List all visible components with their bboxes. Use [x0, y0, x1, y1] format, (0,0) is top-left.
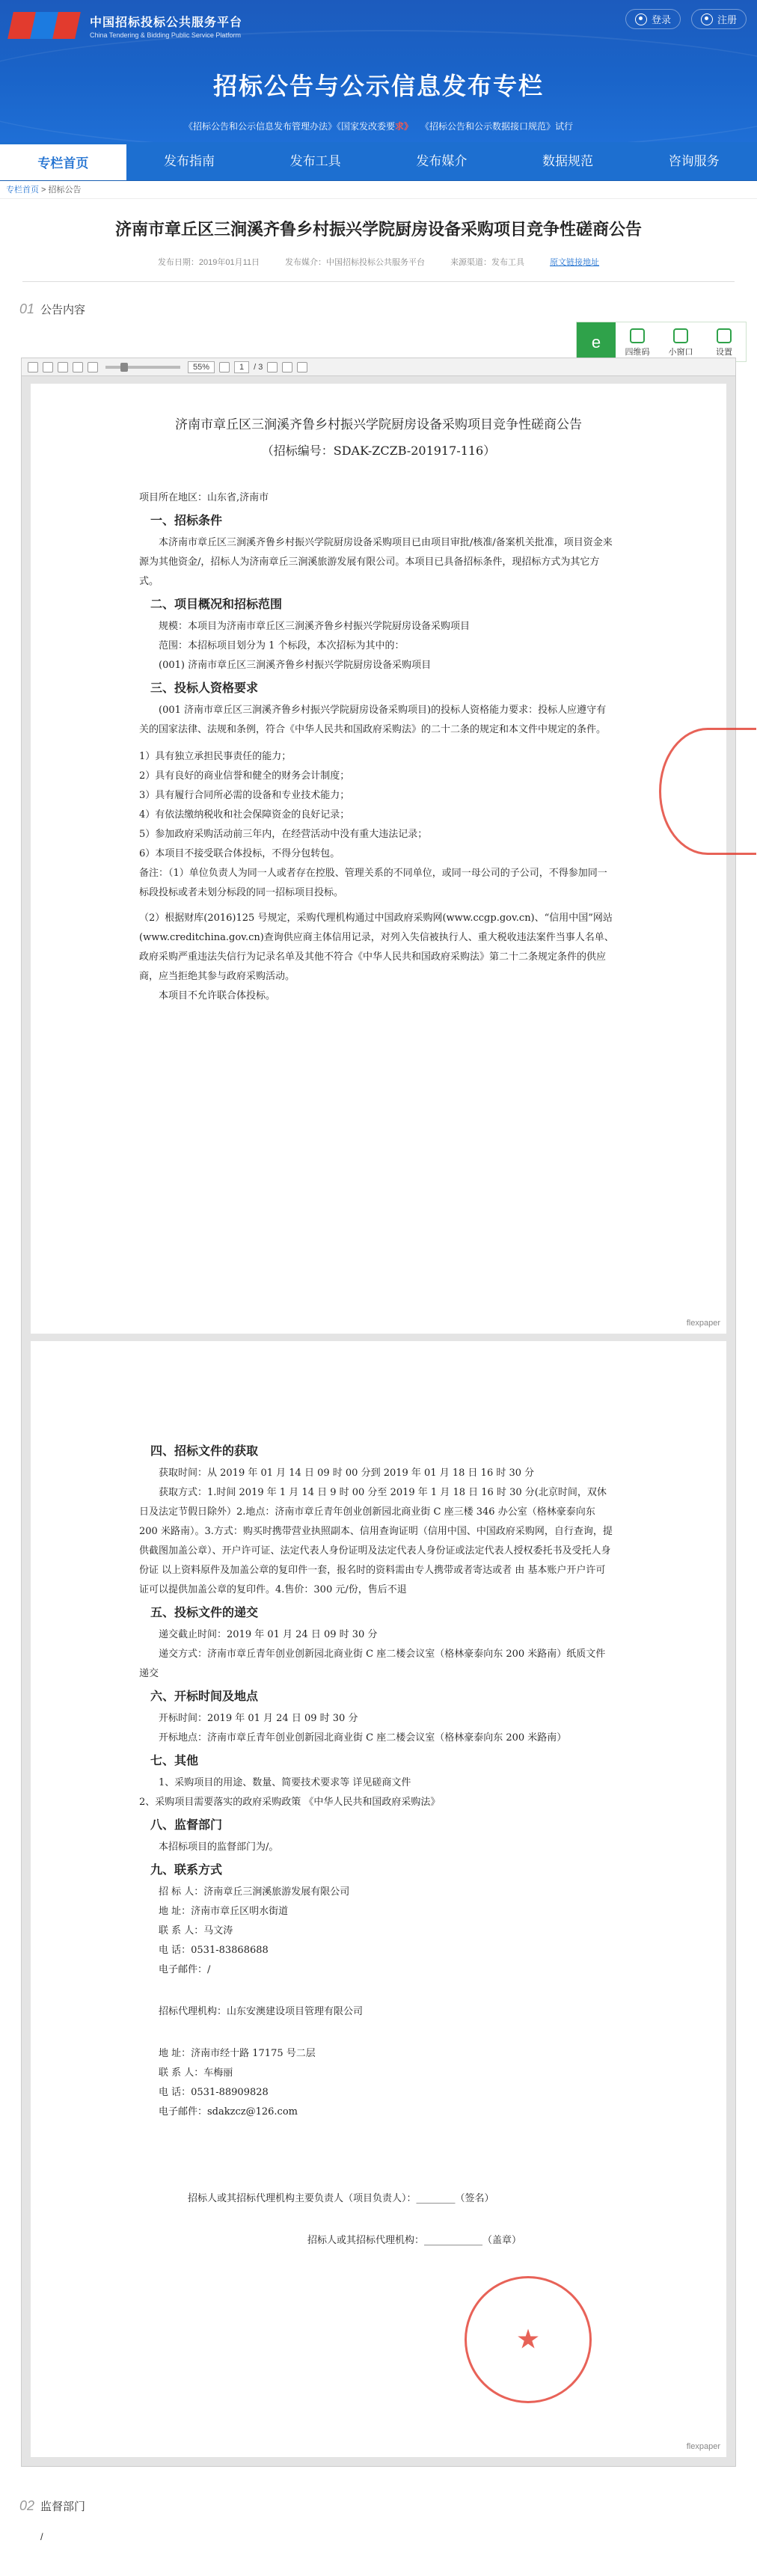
document-viewer[interactable]: [21, 358, 736, 2467]
breadcrumb: [0, 181, 757, 199]
agency-person: 联 系 人：车梅丽: [159, 2067, 233, 2079]
section-number: 01: [19, 301, 35, 316]
breadcrumb-sep: >: [39, 185, 49, 194]
doc-req-2: 2）具有良好的商业信誉和健全的财务会计制度；: [139, 770, 350, 782]
fit-width-icon[interactable]: [43, 362, 53, 372]
doc-note-3: 本项目不允许联合体投标。: [159, 990, 276, 1002]
select-tool-icon[interactable]: [282, 362, 292, 372]
doc-heading-7: 七、其他: [150, 1753, 199, 1767]
source-channel: 来源渠道：发布工具: [450, 258, 525, 267]
supervisor-value: /: [40, 2531, 43, 2542]
print-icon[interactable]: [28, 362, 38, 372]
doc-heading-6: 六、开标时间及地点: [150, 1689, 259, 1703]
section-label: 监督部门: [40, 2500, 86, 2513]
doc-para-5b: 递交方式：济南市章丘青年创业创新园北商业街 C 座二楼会议室（格林豪泰向东 200 米路南）纸质文件递交: [139, 1649, 606, 1679]
seal-stamp-partial: [659, 728, 756, 855]
doc-note-1: 备注：（1）单位负责人为同一人或者存在控股、管理关系的不同单位，或同一母公司的子公司，不得参加同一标段投标或者未划分标段的同一招标项目投标。: [139, 868, 607, 898]
logo-mark-icon: [10, 10, 82, 40]
doc-title: 济南市章丘区三涧溪齐鲁乡村振兴学院厨房设备采购项目竞争性磋商公告: [175, 417, 582, 432]
gear-icon: [717, 328, 732, 343]
doc-para-5a: 递交截止时间：2019 年 01 月 24 日 09 时 30 分: [159, 1629, 378, 1640]
document-page-2: [31, 1341, 726, 2457]
publish-media: 发布媒介：中国招标投标公共服务平台: [285, 258, 426, 267]
doc-para-3: (001 济南市章丘区三涧溪齐鲁乡村振兴学院厨房设备采购项目)的投标人资格能力要求：投标人应遵守有关的国家法律、法规和条例，符合《中华人民共和国政府采购法》的二十二条的规定和本文件中规定的条件。: [139, 705, 607, 735]
settings-button[interactable]: 设置: [702, 322, 746, 361]
doc-para-7b: 2、采购项目需要落实的政府采购政策 《中华人民共和国政府采购法》: [139, 1797, 441, 1808]
logo-subtitle: China Tendering & Bidding Public Service Platform: [90, 31, 241, 39]
doc-heading-4: 四、招标文件的获取: [150, 1444, 259, 1458]
prev-page-icon[interactable]: [219, 362, 230, 372]
fit-page-icon[interactable]: [58, 362, 68, 372]
contact-tenderer: 招 标 人：济南章丘三涧溪旅游发展有限公司: [159, 1886, 350, 1898]
window-icon: [673, 328, 688, 343]
doc-location: 项目所在地区：山东省,济南市: [139, 492, 269, 503]
notice-new-badge: 求》: [394, 121, 413, 132]
page-input[interactable]: 1: [234, 361, 249, 373]
agency-address: 地 址：济南市经十路 17175 号二层: [159, 2048, 316, 2059]
viewer-watermark: flexpaper: [686, 1319, 720, 1328]
doc-para-8: 本招标项目的监督部门为/。: [159, 1841, 279, 1853]
seal-star-icon: ★: [515, 2324, 541, 2355]
doc-para-6b: 开标地点：济南市章丘青年创业创新园北商业街 C 座二楼会议室（格林豪泰向东 200 米路南）: [159, 1732, 567, 1744]
doc-heading-3: 三、投标人资格要求: [150, 681, 259, 695]
doc-para-2a: 规模：本项目为济南市章丘区三涧溪齐鲁乡村振兴学院厨房设备采购项目: [159, 621, 471, 632]
doc-code: （招标编号：SDAK-ZCZB-201917-116）: [261, 444, 496, 458]
zoom-slider[interactable]: [105, 366, 180, 369]
fullscreen-icon[interactable]: [73, 362, 83, 372]
doc-para-4b: 获取方式：1.时间 2019 年 1 月 14 日 9 时 00 分至 2019 年 1 月 18 日 16 时 30 分(北京时间，双休日及法定节假日除外）2.地点：济南市章丘青年创业创新园北商业街 C 座三楼 346 办公室（格林豪泰向东 200 米路南）。3.方式：购买时携带营业执照副本、信用查询证明（信用中国、中国政府采购网，自行查询，提供截图加盖公章）、开户许可证、法定代表人身份证明及法定代表人身份证或法定代表人授权委托书及受托人身份证 以上资料原件及加盖公章的复印件一套，报名时的资料需由专人携带或者寄达或者 由 基本账户开户许可证可以提供加盖公章的复印件。4.售价：300 元/份，售后不退: [139, 1487, 613, 1595]
agency-email: 电子邮件：sdakzcz@126.com: [159, 2106, 298, 2117]
document-page-1: [31, 384, 726, 1334]
doc-para-2c: (001) 济南市章丘区三涧溪齐鲁乡村振兴学院厨房设备采购项目: [159, 660, 432, 671]
doc-para-1: 本济南市章丘区三涧溪齐鲁乡村振兴学院厨房设备采购项目已由项目审批/核准/备案机关批准，项目资金来源为其他资金/，招标人为济南章丘三涧溪旅游发展有限公司。本项目已具备招标条件，现招标方式为其它方式。: [139, 537, 613, 587]
signature-line-1: 招标人或其招标代理机构主要负责人（项目负责人）：________（签名）: [188, 2193, 494, 2204]
doc-req-1: 1）具有独立承担民事责任的能力；: [139, 751, 292, 762]
user-icon: [635, 13, 647, 25]
nav-data-spec[interactable]: 数据规范: [542, 154, 594, 168]
notice-links[interactable]: [0, 120, 757, 132]
tool-panel: [576, 322, 747, 362]
banner-title: 招标公告与公示信息发布专栏: [212, 73, 544, 99]
signature-line-2: 招标人或其招标代理机构：____________（盖章）: [307, 2235, 522, 2246]
doc-req-3: 3）具有履行合同所必需的设备和专业技术能力；: [139, 790, 350, 801]
contact-email: 电子邮件：/: [159, 1964, 211, 1975]
doc-heading-8: 八、监督部门: [150, 1818, 223, 1832]
section-label: 公告内容: [40, 303, 86, 316]
breadcrumb-current: 招标公告: [48, 185, 82, 194]
viewer-toolbar: [22, 358, 735, 376]
e-icon[interactable]: e: [577, 322, 616, 361]
contact-person: 联 系 人：马文涛: [159, 1925, 233, 1936]
company-seal: [465, 2276, 592, 2403]
breadcrumb-home[interactable]: 专栏首页: [6, 185, 39, 194]
nav-guide[interactable]: 发布指南: [164, 154, 215, 168]
doc-para-4a: 获取时间：从 2019 年 01 月 14 日 09 时 00 分到 2019 年 01 月 18 日 16 时 30 分: [159, 1468, 535, 1479]
doc-note-2: （2）根据财库(2016)125 号规定，采购代理机构通过中国政府采购网(www.ccgp.gov.cn)、“信用中国”网站(www.creditchina.gov.cn)查询供应商主体信用记录，对列入失信被执行人、重大税收违法案件当事人名单、政府采购严重违法失信行为记录名单及其他不符合《中华人民共和国政府采购法》第二十二条规定条件的供应商，应当拒绝其参与政府采购活动。: [139, 913, 614, 982]
notice-link-a[interactable]: 《招标公告和公示信息发布管理办法》《国家发改委要: [183, 121, 395, 132]
qrcode-button[interactable]: 四维码: [616, 322, 659, 361]
doc-para-7a: 1、采购项目的用途、数量、简要技术要求等 详见磋商文件: [159, 1777, 411, 1788]
notice-link-b[interactable]: 《招标公告和公示数据接口规范》试行: [420, 121, 574, 132]
doc-heading-1: 一、招标条件: [150, 513, 223, 527]
small-window-button[interactable]: 小窗口: [659, 322, 702, 361]
site-logo[interactable]: [10, 10, 242, 40]
doc-req-6: 6）本项目不接受联合体投标，不得分包转包。: [139, 848, 340, 859]
doc-req-5: 5）参加政府采购活动前三年内，在经营活动中没有重大违法记录；: [139, 829, 428, 840]
doc-heading-5: 五、投标文件的递交: [150, 1605, 259, 1619]
original-link[interactable]: 原文链接地址: [550, 258, 600, 267]
zoom-out-icon[interactable]: [88, 362, 98, 372]
hand-tool-icon[interactable]: [297, 362, 307, 372]
zoom-value[interactable]: 55%: [188, 361, 215, 373]
section-supervisor-header: [19, 2498, 85, 2514]
next-page-icon[interactable]: [267, 362, 278, 372]
nav-tools[interactable]: 发布工具: [289, 154, 341, 168]
site-header: [0, 0, 757, 142]
contact-address: 地 址：济南市章丘区明水街道: [159, 1906, 289, 1917]
register-button[interactable]: [691, 9, 747, 29]
nav-media[interactable]: 发布媒介: [416, 154, 468, 168]
article-meta: [22, 256, 735, 282]
agency-phone: 电 话：0531-88909828: [159, 2087, 269, 2098]
contact-phone: 电 话：0531-83868688: [159, 1945, 269, 1956]
logo-title: 中国招标投标公共服务平台: [90, 16, 243, 29]
doc-req-4: 4）有依法缴纳税收和社会保障资金的良好记录；: [139, 809, 350, 821]
qrcode-icon: [630, 328, 645, 343]
viewer-watermark: flexpaper: [686, 2442, 720, 2451]
agency-name: 招标代理机构：山东安澳建设项目管理有限公司: [159, 2006, 364, 2017]
nav-home[interactable]: 专栏首页: [0, 142, 126, 180]
doc-heading-2: 二、项目概况和招标范围: [150, 597, 283, 611]
doc-para-2b: 范围：本招标项目划分为 1 个标段，本次招标为其中的：: [159, 640, 405, 651]
register-label: 注册: [717, 14, 737, 25]
nav-consult[interactable]: 咨询服务: [668, 154, 720, 168]
main-nav: [0, 142, 757, 181]
login-button[interactable]: [625, 9, 681, 29]
page-total: / 3: [254, 362, 263, 372]
user-add-icon: [701, 13, 713, 25]
doc-para-6a: 开标时间：2019 年 01 月 24 日 09 时 30 分: [159, 1713, 358, 1724]
section-number: 02: [19, 2498, 35, 2513]
publish-date: 发布日期：2019年01月11日: [157, 258, 260, 267]
page-title: 济南市章丘区三涧溪齐鲁乡村振兴学院厨房设备采购项目竞争性磋商公告: [114, 220, 642, 239]
section-content-header: [0, 292, 757, 325]
doc-heading-9: 九、联系方式: [150, 1862, 223, 1877]
login-label: 登录: [651, 14, 671, 25]
